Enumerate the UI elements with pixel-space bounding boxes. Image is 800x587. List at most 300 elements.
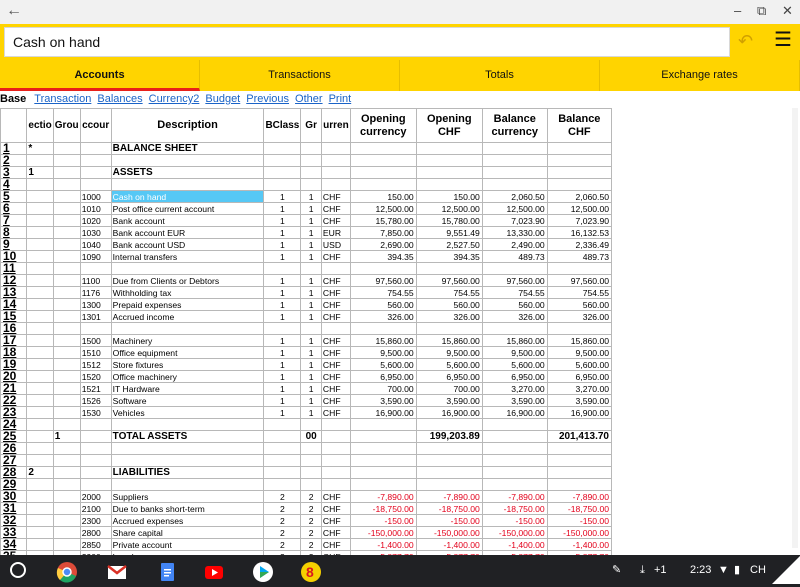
table-cell[interactable] bbox=[547, 467, 611, 479]
table-cell[interactable] bbox=[416, 323, 482, 335]
table-cell[interactable] bbox=[301, 263, 322, 275]
tab-accounts[interactable]: Accounts bbox=[0, 60, 200, 91]
table-cell[interactable]: Accrued expenses bbox=[111, 515, 264, 527]
view-tab-budget[interactable]: Budget bbox=[205, 93, 241, 105]
table-cell[interactable] bbox=[482, 479, 547, 491]
table-cell[interactable]: 754.55 bbox=[416, 287, 482, 299]
table-cell[interactable]: CHF bbox=[321, 503, 350, 515]
table-cell[interactable]: 1526 bbox=[80, 395, 111, 407]
cell-content-input[interactable]: Cash on hand bbox=[4, 27, 730, 57]
corner-icon[interactable] bbox=[772, 556, 800, 584]
table-cell[interactable] bbox=[350, 455, 416, 467]
table-cell[interactable]: Office machinery bbox=[111, 371, 264, 383]
table-cell[interactable]: 1500 bbox=[80, 335, 111, 347]
table-cell[interactable]: 15,860.00 bbox=[547, 335, 611, 347]
table-cell[interactable] bbox=[27, 263, 53, 275]
table-cell[interactable]: 1530 bbox=[80, 407, 111, 419]
table-cell[interactable]: 1 bbox=[301, 407, 322, 419]
table-cell[interactable]: CHF bbox=[321, 527, 350, 539]
table-cell[interactable]: 2 bbox=[301, 491, 322, 503]
table-cell[interactable] bbox=[264, 455, 301, 467]
table-cell[interactable]: 00 bbox=[301, 431, 322, 443]
table-cell[interactable] bbox=[80, 479, 111, 491]
table-cell[interactable] bbox=[53, 539, 80, 551]
clock[interactable]: 2:23 bbox=[690, 564, 712, 576]
table-cell[interactable]: 394.35 bbox=[416, 251, 482, 263]
table-cell[interactable]: 9,500.00 bbox=[350, 347, 416, 359]
table-cell[interactable]: 16,900.00 bbox=[416, 407, 482, 419]
table-cell[interactable]: 1521 bbox=[80, 383, 111, 395]
table-cell[interactable]: 6,950.00 bbox=[482, 371, 547, 383]
table-cell[interactable] bbox=[27, 287, 53, 299]
table-cell[interactable] bbox=[301, 143, 322, 155]
table-cell[interactable] bbox=[27, 479, 53, 491]
table-cell[interactable]: -18,750.00 bbox=[482, 503, 547, 515]
table-cell[interactable] bbox=[321, 443, 350, 455]
table-cell[interactable] bbox=[27, 503, 53, 515]
table-cell[interactable]: CHF bbox=[321, 491, 350, 503]
column-header[interactable]: ccour bbox=[80, 109, 111, 143]
table-cell[interactable]: 1 bbox=[264, 335, 301, 347]
table-cell[interactable] bbox=[80, 419, 111, 431]
table-cell[interactable] bbox=[482, 263, 547, 275]
table-cell[interactable]: 754.55 bbox=[482, 287, 547, 299]
table-cell[interactable]: 6,950.00 bbox=[416, 371, 482, 383]
table-cell[interactable]: 97,560.00 bbox=[350, 275, 416, 287]
table-cell[interactable] bbox=[321, 167, 350, 179]
table-cell[interactable]: CHF bbox=[321, 203, 350, 215]
table-cell[interactable]: 1 bbox=[264, 203, 301, 215]
table-cell[interactable] bbox=[27, 179, 53, 191]
table-cell[interactable]: IT Hardware bbox=[111, 383, 264, 395]
column-header[interactable]: Grou bbox=[53, 109, 80, 143]
table-cell[interactable]: BALANCE SHEET bbox=[111, 143, 264, 155]
table-cell[interactable]: 1520 bbox=[80, 371, 111, 383]
table-cell[interactable]: 2100 bbox=[80, 503, 111, 515]
table-cell[interactable] bbox=[264, 467, 301, 479]
table-cell[interactable]: 12,500.00 bbox=[350, 203, 416, 215]
wifi-icon[interactable]: ▼ bbox=[718, 564, 729, 576]
table-cell[interactable] bbox=[321, 467, 350, 479]
table-cell[interactable]: 1 bbox=[301, 299, 322, 311]
table-cell[interactable]: CHF bbox=[321, 275, 350, 287]
table-cell[interactable]: 1 bbox=[301, 395, 322, 407]
table-cell[interactable]: 201,413.70 bbox=[547, 431, 611, 443]
table-cell[interactable]: -150.00 bbox=[416, 515, 482, 527]
table-cell[interactable] bbox=[53, 515, 80, 527]
table-cell[interactable]: 150.00 bbox=[350, 191, 416, 203]
column-header[interactable]: ectio bbox=[27, 109, 53, 143]
table-cell[interactable]: 2,336.49 bbox=[547, 239, 611, 251]
table-cell[interactable]: ASSETS bbox=[111, 167, 264, 179]
table-cell[interactable]: CHF bbox=[321, 383, 350, 395]
table-cell[interactable] bbox=[53, 263, 80, 275]
table-cell[interactable]: -150,000.00 bbox=[482, 527, 547, 539]
table-cell[interactable] bbox=[27, 491, 53, 503]
table-cell[interactable] bbox=[80, 323, 111, 335]
table-cell[interactable] bbox=[27, 239, 53, 251]
table-cell[interactable]: 3,590.00 bbox=[482, 395, 547, 407]
table-cell[interactable] bbox=[53, 299, 80, 311]
table-cell[interactable]: 7,023.90 bbox=[547, 215, 611, 227]
table-cell[interactable]: Office equipment bbox=[111, 347, 264, 359]
table-cell[interactable] bbox=[80, 467, 111, 479]
table-cell[interactable]: 16,900.00 bbox=[482, 407, 547, 419]
table-cell[interactable]: 13,330.00 bbox=[482, 227, 547, 239]
table-cell[interactable]: 2,527.50 bbox=[416, 239, 482, 251]
table-cell[interactable]: 9,551.49 bbox=[416, 227, 482, 239]
table-cell[interactable]: -18,750.00 bbox=[350, 503, 416, 515]
table-cell[interactable] bbox=[53, 323, 80, 335]
table-cell[interactable] bbox=[27, 251, 53, 263]
table-cell[interactable]: 2 bbox=[264, 491, 301, 503]
table-cell[interactable]: Due to banks short-term bbox=[111, 503, 264, 515]
table-cell[interactable]: 560.00 bbox=[547, 299, 611, 311]
table-cell[interactable]: 5,600.00 bbox=[547, 359, 611, 371]
table-cell[interactable]: -1,400.00 bbox=[416, 539, 482, 551]
table-cell[interactable]: 1 bbox=[301, 275, 322, 287]
vertical-scrollbar[interactable] bbox=[792, 108, 798, 548]
table-cell[interactable]: 3,270.00 bbox=[482, 383, 547, 395]
table-cell[interactable] bbox=[301, 419, 322, 431]
table-cell[interactable]: 9,500.00 bbox=[547, 347, 611, 359]
column-header[interactable]: BClass bbox=[264, 109, 301, 143]
table-cell[interactable]: -18,750.00 bbox=[416, 503, 482, 515]
table-cell[interactable]: -150.00 bbox=[482, 515, 547, 527]
table-cell[interactable] bbox=[264, 431, 301, 443]
table-cell[interactable] bbox=[350, 155, 416, 167]
column-header[interactable]: urren bbox=[321, 109, 350, 143]
table-cell[interactable]: 326.00 bbox=[482, 311, 547, 323]
table-cell[interactable] bbox=[111, 419, 264, 431]
battery-icon[interactable]: ▮ bbox=[734, 564, 741, 576]
table-cell[interactable] bbox=[111, 443, 264, 455]
table-cell[interactable] bbox=[482, 419, 547, 431]
table-cell[interactable] bbox=[53, 467, 80, 479]
tab-transactions[interactable]: Transactions bbox=[200, 60, 400, 91]
table-cell[interactable] bbox=[53, 155, 80, 167]
table-cell[interactable] bbox=[264, 263, 301, 275]
table-cell[interactable] bbox=[547, 419, 611, 431]
table-cell[interactable]: 1030 bbox=[80, 227, 111, 239]
table-cell[interactable] bbox=[27, 311, 53, 323]
column-header[interactable]: Balance currency bbox=[482, 109, 547, 143]
table-cell[interactable] bbox=[350, 323, 416, 335]
table-cell[interactable] bbox=[482, 143, 547, 155]
table-cell[interactable] bbox=[53, 491, 80, 503]
column-header[interactable]: Description bbox=[111, 109, 264, 143]
table-cell[interactable]: 16,900.00 bbox=[547, 407, 611, 419]
table-cell[interactable] bbox=[27, 443, 53, 455]
table-cell[interactable]: 2,690.00 bbox=[350, 239, 416, 251]
table-cell[interactable] bbox=[301, 479, 322, 491]
table-cell[interactable] bbox=[53, 527, 80, 539]
table-cell[interactable] bbox=[53, 251, 80, 263]
view-tab-other[interactable]: Other bbox=[295, 93, 323, 105]
table-cell[interactable]: CHF bbox=[321, 395, 350, 407]
table-cell[interactable]: 2,060.50 bbox=[547, 191, 611, 203]
table-cell[interactable] bbox=[53, 311, 80, 323]
table-cell[interactable]: 6,950.00 bbox=[350, 371, 416, 383]
table-cell[interactable]: Cash on hand bbox=[111, 191, 264, 203]
view-tab-transaction[interactable]: Transaction bbox=[34, 93, 92, 105]
table-cell[interactable]: 2300 bbox=[80, 515, 111, 527]
table-cell[interactable] bbox=[482, 455, 547, 467]
table-cell[interactable]: -7,890.00 bbox=[482, 491, 547, 503]
chrome-icon[interactable] bbox=[56, 561, 78, 583]
table-cell[interactable]: CHF bbox=[321, 539, 350, 551]
table-cell[interactable] bbox=[27, 191, 53, 203]
table-cell[interactable]: 560.00 bbox=[350, 299, 416, 311]
table-cell[interactable]: 2 bbox=[264, 503, 301, 515]
table-cell[interactable]: 1510 bbox=[80, 347, 111, 359]
table-cell[interactable]: CHF bbox=[321, 371, 350, 383]
table-cell[interactable]: 1 bbox=[264, 395, 301, 407]
table-cell[interactable] bbox=[482, 443, 547, 455]
locale-indicator[interactable]: CH bbox=[750, 564, 766, 576]
table-cell[interactable]: -150.00 bbox=[547, 515, 611, 527]
table-cell[interactable]: 1 bbox=[301, 311, 322, 323]
table-cell[interactable] bbox=[27, 359, 53, 371]
table-cell[interactable]: 12,500.00 bbox=[482, 203, 547, 215]
table-cell[interactable] bbox=[53, 179, 80, 191]
table-cell[interactable]: 326.00 bbox=[416, 311, 482, 323]
table-cell[interactable] bbox=[416, 455, 482, 467]
table-cell[interactable] bbox=[53, 395, 80, 407]
table-cell[interactable]: 1040 bbox=[80, 239, 111, 251]
table-cell[interactable] bbox=[27, 323, 53, 335]
table-cell[interactable] bbox=[264, 155, 301, 167]
table-cell[interactable] bbox=[53, 287, 80, 299]
table-cell[interactable] bbox=[80, 263, 111, 275]
table-cell[interactable]: 16,132.53 bbox=[547, 227, 611, 239]
table-cell[interactable]: 1 bbox=[301, 239, 322, 251]
table-cell[interactable] bbox=[27, 227, 53, 239]
table-cell[interactable] bbox=[80, 443, 111, 455]
tab-exchange-rates[interactable]: Exchange rates bbox=[600, 60, 800, 91]
table-cell[interactable] bbox=[321, 143, 350, 155]
table-cell[interactable]: -7,890.00 bbox=[416, 491, 482, 503]
table-cell[interactable] bbox=[27, 215, 53, 227]
table-cell[interactable]: 15,780.00 bbox=[350, 215, 416, 227]
table-cell[interactable]: LIABILITIES bbox=[111, 467, 264, 479]
table-cell[interactable]: 1 bbox=[264, 407, 301, 419]
table-cell[interactable] bbox=[27, 419, 53, 431]
table-cell[interactable]: Bank account USD bbox=[111, 239, 264, 251]
table-cell[interactable]: 1 bbox=[264, 251, 301, 263]
view-tab-previous[interactable]: Previous bbox=[246, 93, 290, 105]
table-cell[interactable]: -7,890.00 bbox=[547, 491, 611, 503]
table-cell[interactable] bbox=[264, 419, 301, 431]
table-cell[interactable]: 2 bbox=[301, 527, 322, 539]
table-cell[interactable] bbox=[301, 455, 322, 467]
table-cell[interactable] bbox=[321, 479, 350, 491]
table-cell[interactable] bbox=[264, 179, 301, 191]
table-cell[interactable] bbox=[350, 143, 416, 155]
table-cell[interactable]: 326.00 bbox=[547, 311, 611, 323]
table-cell[interactable]: 1176 bbox=[80, 287, 111, 299]
table-cell[interactable] bbox=[350, 419, 416, 431]
notification-count[interactable]: +1 bbox=[654, 564, 667, 576]
table-cell[interactable] bbox=[321, 323, 350, 335]
menu-icon[interactable]: ☰ bbox=[774, 29, 792, 51]
table-cell[interactable] bbox=[350, 263, 416, 275]
banana-icon[interactable] bbox=[300, 561, 322, 583]
table-cell[interactable]: 1512 bbox=[80, 359, 111, 371]
table-cell[interactable] bbox=[80, 167, 111, 179]
table-cell[interactable]: Internal transfers bbox=[111, 251, 264, 263]
close-icon[interactable]: ✕ bbox=[782, 3, 793, 18]
table-cell[interactable]: 12,500.00 bbox=[547, 203, 611, 215]
table-cell[interactable] bbox=[80, 455, 111, 467]
table-cell[interactable] bbox=[482, 323, 547, 335]
table-cell[interactable] bbox=[482, 179, 547, 191]
table-cell[interactable] bbox=[27, 155, 53, 167]
table-cell[interactable] bbox=[547, 323, 611, 335]
table-cell[interactable] bbox=[53, 215, 80, 227]
table-cell[interactable] bbox=[53, 407, 80, 419]
table-cell[interactable] bbox=[416, 143, 482, 155]
table-cell[interactable]: 199,203.89 bbox=[416, 431, 482, 443]
table-cell[interactable] bbox=[53, 203, 80, 215]
table-cell[interactable]: 700.00 bbox=[416, 383, 482, 395]
table-cell[interactable]: 754.55 bbox=[350, 287, 416, 299]
table-cell[interactable] bbox=[321, 179, 350, 191]
table-cell[interactable]: 1 bbox=[301, 359, 322, 371]
table-cell[interactable] bbox=[53, 275, 80, 287]
table-cell[interactable]: 1 bbox=[301, 371, 322, 383]
table-cell[interactable]: Suppliers bbox=[111, 491, 264, 503]
table-cell[interactable]: 1 bbox=[301, 335, 322, 347]
launcher-icon[interactable] bbox=[10, 562, 26, 578]
undo-icon[interactable]: ↶ bbox=[738, 31, 754, 51]
view-tab-print[interactable]: Print bbox=[328, 93, 352, 105]
table-cell[interactable]: -1,400.00 bbox=[547, 539, 611, 551]
table-cell[interactable]: 1 bbox=[264, 191, 301, 203]
back-arrow-icon[interactable]: ← bbox=[6, 2, 22, 19]
table-cell[interactable]: 326.00 bbox=[350, 311, 416, 323]
table-cell[interactable]: USD bbox=[321, 239, 350, 251]
table-cell[interactable] bbox=[482, 431, 547, 443]
table-cell[interactable]: 1 bbox=[301, 203, 322, 215]
table-cell[interactable]: Private account bbox=[111, 539, 264, 551]
table-cell[interactable] bbox=[27, 371, 53, 383]
table-cell[interactable]: 15,860.00 bbox=[350, 335, 416, 347]
table-cell[interactable] bbox=[416, 263, 482, 275]
column-header[interactable]: Opening currency bbox=[350, 109, 416, 143]
table-cell[interactable]: 1020 bbox=[80, 215, 111, 227]
table-cell[interactable] bbox=[53, 419, 80, 431]
table-cell[interactable]: * bbox=[27, 143, 53, 155]
table-cell[interactable]: 16,900.00 bbox=[350, 407, 416, 419]
table-cell[interactable]: Store fixtures bbox=[111, 359, 264, 371]
table-cell[interactable] bbox=[301, 167, 322, 179]
table-cell[interactable] bbox=[27, 407, 53, 419]
table-cell[interactable]: 1 bbox=[264, 359, 301, 371]
table-cell[interactable]: CHF bbox=[321, 407, 350, 419]
table-cell[interactable]: CHF bbox=[321, 359, 350, 371]
table-cell[interactable]: Bank account bbox=[111, 215, 264, 227]
table-cell[interactable]: 15,780.00 bbox=[416, 215, 482, 227]
table-cell[interactable] bbox=[547, 143, 611, 155]
table-cell[interactable] bbox=[27, 395, 53, 407]
table-cell[interactable]: 5,600.00 bbox=[350, 359, 416, 371]
table-cell[interactable]: 97,560.00 bbox=[547, 275, 611, 287]
table-cell[interactable]: 7,023.90 bbox=[482, 215, 547, 227]
table-cell[interactable] bbox=[482, 167, 547, 179]
view-tab-currency2[interactable]: Currency2 bbox=[148, 93, 200, 105]
table-cell[interactable] bbox=[27, 347, 53, 359]
restore-icon[interactable]: ⧉ bbox=[757, 3, 767, 18]
table-cell[interactable]: 2 bbox=[264, 515, 301, 527]
table-cell[interactable] bbox=[27, 203, 53, 215]
table-cell[interactable]: Withholding tax bbox=[111, 287, 264, 299]
table-cell[interactable] bbox=[53, 479, 80, 491]
table-cell[interactable]: 1 bbox=[264, 311, 301, 323]
table-cell[interactable] bbox=[547, 263, 611, 275]
table-cell[interactable] bbox=[321, 155, 350, 167]
table-cell[interactable]: 2 bbox=[301, 539, 322, 551]
table-cell[interactable]: 2 bbox=[264, 539, 301, 551]
table-cell[interactable] bbox=[301, 443, 322, 455]
table-cell[interactable] bbox=[53, 143, 80, 155]
table-cell[interactable] bbox=[350, 443, 416, 455]
table-cell[interactable]: -150,000.00 bbox=[350, 527, 416, 539]
table-cell[interactable]: TOTAL ASSETS bbox=[111, 431, 264, 443]
table-cell[interactable] bbox=[547, 167, 611, 179]
table-cell[interactable] bbox=[53, 503, 80, 515]
table-cell[interactable] bbox=[27, 335, 53, 347]
table-cell[interactable]: -18,750.00 bbox=[547, 503, 611, 515]
table-cell[interactable]: Machinery bbox=[111, 335, 264, 347]
table-cell[interactable]: 560.00 bbox=[482, 299, 547, 311]
table-cell[interactable] bbox=[482, 467, 547, 479]
table-cell[interactable] bbox=[264, 443, 301, 455]
table-cell[interactable] bbox=[27, 431, 53, 443]
table-cell[interactable] bbox=[53, 455, 80, 467]
table-cell[interactable]: CHF bbox=[321, 251, 350, 263]
table-cell[interactable]: 1 bbox=[264, 239, 301, 251]
pen-icon[interactable]: ✎ bbox=[612, 564, 622, 576]
table-cell[interactable]: 1 bbox=[301, 383, 322, 395]
minimize-icon[interactable]: – bbox=[734, 3, 742, 18]
table-cell[interactable]: 489.73 bbox=[482, 251, 547, 263]
table-cell[interactable] bbox=[27, 275, 53, 287]
table-cell[interactable]: 2800 bbox=[80, 527, 111, 539]
table-cell[interactable] bbox=[111, 155, 264, 167]
table-cell[interactable]: 1000 bbox=[80, 191, 111, 203]
table-cell[interactable] bbox=[80, 179, 111, 191]
table-cell[interactable]: 7,850.00 bbox=[350, 227, 416, 239]
table-cell[interactable] bbox=[53, 239, 80, 251]
table-cell[interactable]: 1 bbox=[301, 215, 322, 227]
table-cell[interactable]: -1,400.00 bbox=[350, 539, 416, 551]
table-cell[interactable] bbox=[27, 383, 53, 395]
table-cell[interactable]: 9,500.00 bbox=[416, 347, 482, 359]
table-cell[interactable] bbox=[321, 263, 350, 275]
table-cell[interactable]: CHF bbox=[321, 287, 350, 299]
table-cell[interactable] bbox=[27, 527, 53, 539]
table-cell[interactable] bbox=[111, 479, 264, 491]
table-cell[interactable]: 2 bbox=[301, 515, 322, 527]
table-cell[interactable] bbox=[53, 443, 80, 455]
table-cell[interactable]: 5,600.00 bbox=[416, 359, 482, 371]
table-cell[interactable]: 9,500.00 bbox=[482, 347, 547, 359]
table-cell[interactable]: CHF bbox=[321, 299, 350, 311]
table-cell[interactable] bbox=[111, 455, 264, 467]
table-cell[interactable]: 6,950.00 bbox=[547, 371, 611, 383]
table-cell[interactable]: 1 bbox=[264, 275, 301, 287]
